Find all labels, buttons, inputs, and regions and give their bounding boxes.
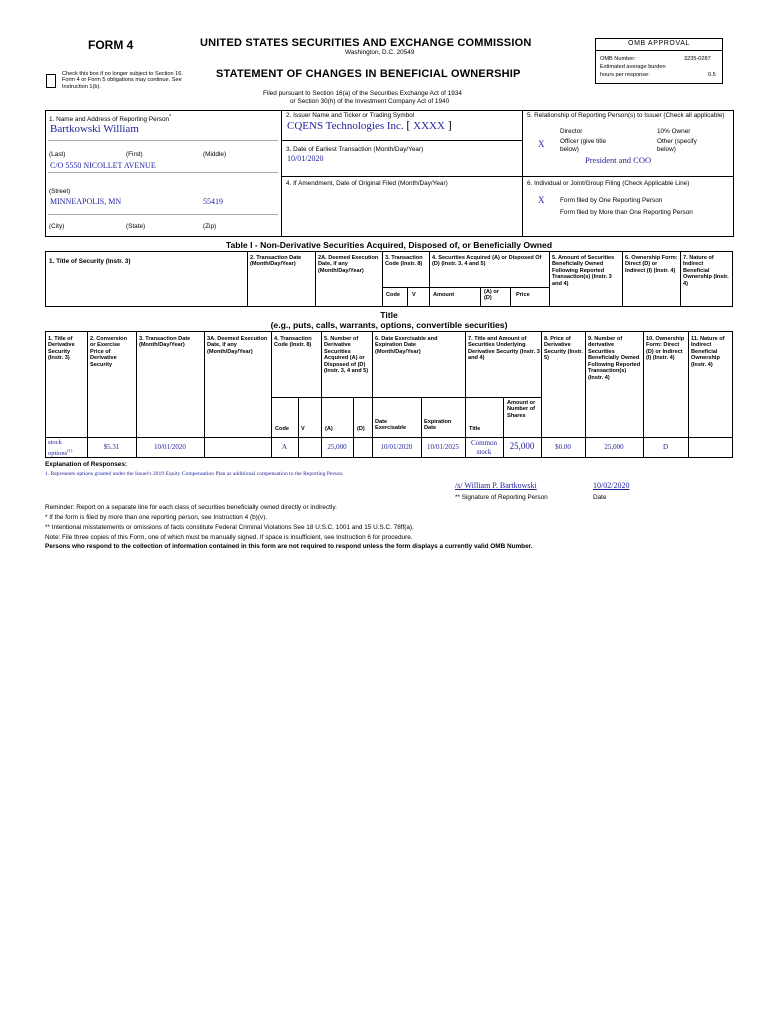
t1-col-title: 1. Title of Security (Instr. 3) (49, 258, 131, 265)
t1-col-deemed: 2A. Deemed Execution Date, if any (Month/Day/Year) (318, 255, 379, 274)
earliest-transaction-date: 10/01/2020 (287, 154, 324, 163)
t1-col-nature: 7. Nature of Indirect Beneficial Ownership (Instr. 4) (683, 255, 729, 287)
table1-title: Table I - Non-Derivative Securities Acquired, Disposed of, or Beneficially Owned (225, 240, 553, 250)
ten-percent-owner-option[interactable]: 10% Owner (657, 128, 691, 135)
omb-number-label: OMB Number: (600, 56, 636, 62)
t2-row-price: $5.31 (103, 443, 120, 451)
last-label: (Last) (49, 151, 66, 158)
officer-option[interactable]: Officer (give title below) (560, 138, 607, 153)
omb-burden-label: Estimated average burden (600, 64, 666, 70)
footer-note-star: * If the form is filed by more than one reporting person, see Instruction 4 (b)(v). (45, 514, 267, 521)
filed-pursuant: Filed pursuant to Section 16(a) of the Securities Exchange Act of 1934 (263, 90, 462, 97)
t2-row-security: stock options$^{(1)}$ (48, 439, 73, 457)
t1-sub-price: Price (516, 292, 530, 298)
form-label: FORM 4 (88, 38, 134, 52)
t2-col-owned: 9. Number of derivative Securities Beneficially Owned Following Reported Transaction(s) (Instr. 4) (588, 336, 641, 381)
signature-value: /s/ William P. Bartkowski (455, 481, 537, 490)
t2-sub-code: Code (275, 426, 289, 432)
t2-sub-amount: Amount or Number of Shares (507, 400, 536, 419)
t2-sub-title: Title (469, 426, 481, 432)
t2-sub-date-ex: Date Exercisable (375, 419, 407, 432)
or-section: or Section 30(h) of the Investment Company Act of 1940 (290, 98, 450, 105)
t1-col-ownership: 6. Ownership Form: Direct (D) or Indirect (I) (Instr. 4) (625, 255, 678, 274)
box2-label: 2. Issuer Name and Ticker or Trading Symbol (286, 112, 415, 119)
t2-col-underlying: 7. Title and Amount of Securities Underlying Derivative Security (Instr. 3 and 4) (468, 336, 540, 362)
t2-col-exercisable: 6. Date Exercisable and Expiration Date (Month/Day/Year) (375, 336, 438, 355)
box1-label: 1. Name and Address of Reporting Person* (49, 114, 172, 124)
footer-note-double-star: ** Intentional misstatements or omissions of facts constitute Federal Criminal Violations See 18 U.S.C. 1001 and 15 U.S.C. 78ff(a). (45, 524, 414, 531)
t2-row-date: 10/01/2020 (154, 443, 186, 451)
t2-col-deemed: 3A. Deemed Execution Date, if any (Month/Day/Year) (207, 336, 268, 355)
explanation-note-1: 1. Represents options granted under the Issuer's 2019 Equity Compensation Plan as additional compensation to the Reporting Person. (45, 471, 344, 477)
t2-row-acquired: 25,000 (327, 443, 347, 451)
reporting-person-name: Bartkowski William (50, 123, 139, 135)
zip-value: 55419 (203, 197, 223, 206)
t2-col-number: 5. Number of Derivative Securities Acquired (A) or Disposed of (D) (Instr. 3, 4 and 5) (324, 336, 369, 375)
t2-row-owned: 25,000 (604, 443, 624, 451)
signature-date: 10/02/2020 (593, 481, 630, 490)
box6-label: 6. Individual or Joint/Group Filing (Check Applicable Line) (527, 180, 690, 187)
t2-col-nature: 11. Nature of Indirect Beneficial Ownership (Instr. 4) (691, 336, 725, 368)
t2-row-title: Common stock (470, 439, 498, 457)
state-label: (State) (126, 223, 146, 230)
t2-sub-exp: Expiration Date (424, 419, 452, 432)
t2-col-form: 10. Ownership Form: Direct (D) or Indirect (I) (Instr. 4) (646, 336, 685, 362)
t2-row-exp: 10/01/2025 (427, 443, 459, 451)
t2-col-price: 8. Price of Derivative Security (Instr. 5) (544, 336, 583, 362)
zip-label: (Zip) (203, 223, 217, 230)
officer-title: President and COO (585, 155, 652, 165)
signature-label: ** Signature of Reporting Person (455, 494, 548, 501)
agency-title: UNITED STATES SECURITIES AND EXCHANGE COMMISSION (200, 37, 532, 49)
t2-row-shares: 25,000 (509, 441, 535, 451)
box5-label: 5. Relationship of Reporting Person(s) to Issuer (Check all applicable) (527, 112, 725, 119)
omb-number-value: 3235-0287 (684, 56, 711, 62)
t1-sub-amount: Amount (433, 292, 455, 298)
t1-col-amount: 5. Amount of Securities Beneficially Owned Following Reported Transaction(s) (Instr. 3 and 4) (552, 255, 615, 287)
omb-hours-value: 0.5 (708, 72, 716, 78)
city-value: MINNEAPOLIS, MN (50, 197, 122, 206)
t1-col-code: 3. Transaction Code (Instr. 8) (385, 255, 423, 268)
box3-label: 3. Date of Earliest Transaction (Month/Day/Year) (286, 146, 424, 153)
street-label: (Street) (49, 188, 71, 195)
explanation-heading: Explanation of Responses: (45, 461, 128, 468)
first-label: (First) (126, 151, 143, 158)
t1-sub-v: V (412, 292, 416, 298)
no-longer-subject-checkbox[interactable] (46, 74, 56, 88)
checkbox-instruction: Check this box if no longer subject to Section 16. Form 4 or Form 5 obligations may continue. See Instruction 1(b). (62, 71, 183, 90)
table2-subtitle: (e.g., puts, calls, warrants, options, convertible securities) (270, 320, 508, 330)
director-option[interactable]: Director (560, 128, 583, 135)
signature-date-label: Date (593, 494, 607, 501)
officer-check-mark: X (538, 139, 545, 149)
t2-row-form: D (662, 443, 669, 451)
t1-col-date: 2. Transaction Date (Month/Day/Year) (250, 255, 302, 268)
filed-by-more-option[interactable]: Form filed by More than One Reporting Person (560, 209, 693, 216)
footer-note-copies: Note: File three copies of this Form, one of which must be manually signed. If space is insufficient, see Instruction 6 for procedure. (45, 534, 413, 541)
omb-title: OMB APPROVAL (628, 40, 690, 47)
t2-col-date: 3. Transaction Date (Month/Day/Year) (139, 336, 191, 349)
footer-omb-notice: Persons who respond to the collection of information contained in this form are not required to respond unless the form displays a currently valid OMB Number. (45, 543, 533, 550)
statement-title: STATEMENT OF CHANGES IN BENEFICIAL OWNERSHIP (216, 68, 521, 80)
t2-col-code: 4. Transaction Code (Instr. 8) (274, 336, 312, 349)
t2-row-price8: $0.00 (555, 443, 571, 451)
t2-sub-v: V (301, 426, 305, 432)
t1-col-acquired: 4. Securities Acquired (A) or Disposed Of (D) (Instr. 3, 4 and 5) (432, 255, 542, 268)
footer-reminder: Reminder: Report on a separate line for each class of securities beneficially owned directly or indirectly. (45, 504, 337, 511)
box4-label: 4. If Amendment, Date of Original Filed (Month/Day/Year) (286, 180, 448, 187)
omb-hours-label: hours per response: (600, 72, 650, 78)
address-value: C/O 5550 NICOLLET AVENUE (50, 161, 156, 170)
city-label: (City) (49, 223, 65, 230)
other-option[interactable]: Other (specify below) (657, 138, 697, 153)
table2-title: Title (380, 310, 398, 320)
t1-sub-aord: (A) or (D) (484, 289, 499, 302)
t2-sub-a: (A) (325, 426, 333, 432)
one-person-check-mark: X (538, 195, 545, 205)
t2-row-code: A (281, 443, 288, 451)
middle-label: (Middle) (203, 151, 227, 158)
issuer-name: CQENS Technologies Inc. [ XXXX ] (287, 118, 452, 132)
filed-by-one-option[interactable]: Form filed by One Reporting Person (560, 197, 663, 204)
t2-row-date-ex: 10/01/2020 (380, 443, 413, 451)
t1-sub-code: Code (386, 292, 400, 298)
t2-col-conversion: 2. Conversion or Exercise Price of Derivative Security (90, 336, 127, 368)
t2-sub-d: (D) (357, 426, 365, 432)
agency-city: Washington, D.C. 20549 (345, 49, 415, 56)
t2-col-title: 1. Title of Derivative Security (Instr. 3) (48, 336, 75, 362)
